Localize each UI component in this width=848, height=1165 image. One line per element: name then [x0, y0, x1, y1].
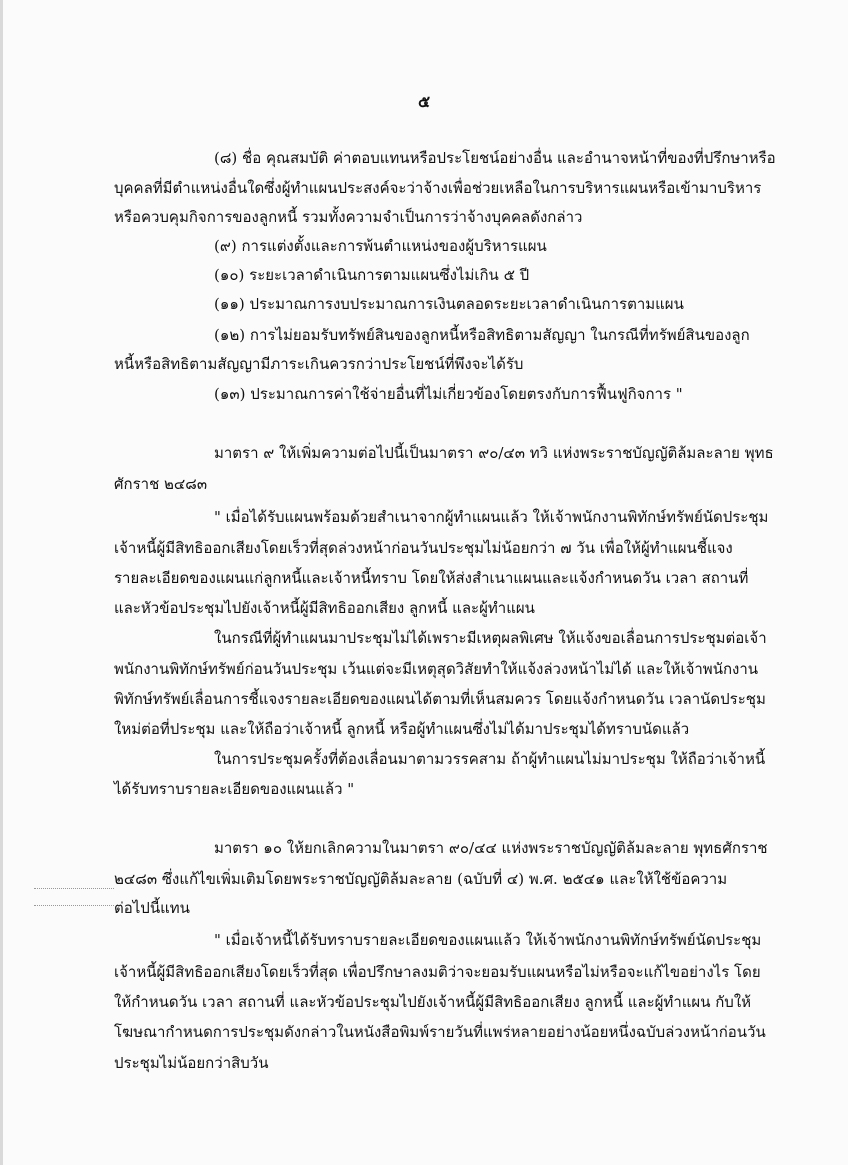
text-line: (๑๐) ระยะเวลาดำเนินการตามแผนซึ่งไม่เกิน ๕ ปี: [214, 266, 530, 284]
section-heading-10: มาตรา ๑๐ ให้ยกเลิกความในมาตรา ๙๐/๔๔ แห่งพระราชบัญญัติล้มละลาย พุทธศักราช: [214, 839, 768, 857]
section-heading-9: มาตรา ๙ ให้เพิ่มความต่อไปนี้เป็นมาตรา ๙๐/๔๓ ทวิ แห่งพระราชบัญญัติล้มละลาย พุทธ: [214, 444, 774, 462]
text-line: รายละเอียดของแผนแก่ลูกหนี้และเจ้าหนี้ทราบ โดยให้ส่งสำเนาแผนและแจ้งกำหนดวัน เวลา สถานที่: [114, 569, 749, 587]
text-line: ในกรณีที่ผู้ทำแผนมาประชุมไม่ได้เพราะมีเหตุผลพิเศษ ให้แจ้งขอเลื่อนการประชุมต่อเจ้า: [214, 629, 767, 647]
page-number: ๕: [417, 92, 431, 111]
text-line: พิทักษ์ทรัพย์เลื่อนการชี้แจงรายละเอียดของแผนได้ตามที่เห็นสมควร โดยแจ้งกำหนดวัน เวลานัดประชุม: [114, 690, 766, 708]
text-line: ใหม่ต่อที่ประชุม และให้ถือว่าเจ้าหนี้ ลูกหนี้ หรือผู้ทำแผนซึ่งไม่ได้มาประชุมได้ทราบนัดแล้ว: [114, 720, 690, 738]
text-line: ต่อไปนี้แทน: [114, 899, 190, 917]
text-line: ได้รับทราบรายละเอียดของแผนแล้ว ": [114, 780, 355, 798]
scan-edge: [0, 0, 3, 1165]
scan-dots: [34, 888, 114, 890]
text-line: (๑๑) ประมาณการงบประมาณการเงินตลอดระยะเวลาดำเนินการตามแผน: [214, 295, 684, 313]
text-line: เจ้าหนี้ผู้มีสิทธิออกเสียงโดยเร็วที่สุด เพื่อปรึกษาลงมติว่าจะยอมรับแผนหรือไม่หรือจะแก้ไขอย่างไร โดย: [114, 963, 761, 981]
text-line: (๑๓) ประมาณการค่าใช้จ่ายอื่นที่ไม่เกี่ยวข้องโดยตรงกับการฟื้นฟูกิจการ ": [214, 385, 683, 403]
text-line: และหัวข้อประชุมไปยังเจ้าหนี้ผู้มีสิทธิออกเสียง ลูกหนี้ และผู้ทำแผน: [114, 599, 535, 617]
text-line: " เมื่อได้รับแผนพร้อมด้วยสำเนาจากผู้ทำแผนแล้ว ให้เจ้าพนักงานพิทักษ์ทรัพย์นัดประชุม: [214, 508, 769, 526]
text-line: " เมื่อเจ้าหนี้ได้รับทราบรายละเอียดของแผนแล้ว ให้เจ้าพนักงานพิทักษ์ทรัพย์นัดประชุม: [214, 931, 762, 949]
text-line: หนี้หรือสิทธิตามสัญญามีภาระเกินควรกว่าประโยชน์ที่พึงจะได้รับ: [114, 355, 524, 373]
text-line: ในการประชุมครั้งที่ต้องเลื่อนมาตามวรรคสาม ถ้าผู้ทำแผนไม่มาประชุม ให้ถือว่าเจ้าหนี้: [214, 750, 766, 768]
text-line: ๒๔๘๓ ซึ่งแก้ไขเพิ่มเติมโดยพระราชบัญญัติล้มละลาย (ฉบับที่ ๔) พ.ศ. ๒๕๔๑ และให้ใช้ข้อความ: [114, 870, 728, 888]
text-line: (๘) ชื่อ คุณสมบัติ ค่าตอบแทนหรือประโยชน์อย่างอื่น และอำนาจหน้าที่ของที่ปรึกษาหรือ: [214, 149, 776, 167]
text-line: หรือควบคุมกิจการของลูกหนี้ รวมทั้งความจำเป็นการว่าจ้างบุคคลดังกล่าว: [114, 208, 583, 226]
text-line: (๙) การแต่งตั้งและการพ้นตำแหน่งของผู้บริหารแผน: [214, 237, 547, 255]
text-line: (๑๒) การไม่ยอมรับทรัพย์สินของลูกหนี้หรือสิทธิตามสัญญา ในกรณีที่ทรัพย์สินของลูก: [214, 326, 750, 344]
text-line: ประชุมไม่น้อยกว่าสิบวัน: [114, 1054, 269, 1072]
text-line: พนักงานพิทักษ์ทรัพย์ก่อนวันประชุม เว้นแต่จะมีเหตุสุดวิสัยทำให้แจ้งล่วงหน้าไม่ได้ และให้เจ้าพนักงาน: [114, 660, 759, 678]
scan-dots: [34, 905, 114, 907]
text-line: ศักราช ๒๔๘๓: [114, 475, 208, 493]
text-line: โฆษณากำหนดการประชุมดังกล่าวในหนังสือพิมพ์รายวันที่แพร่หลายอย่างน้อยหนึ่งฉบับล่วงหน้าก่อนวัน: [114, 1023, 766, 1041]
text-line: เจ้าหนี้ผู้มีสิทธิออกเสียงโดยเร็วที่สุดล่วงหน้าก่อนวันประชุมไม่น้อยกว่า ๗ วัน เพื่อให้ผู้ทำแผนชี้แจง: [114, 539, 733, 557]
text-line: บุคคลที่มีตำแหน่งอื่นใดซึ่งผู้ทำแผนประสงค์จะว่าจ้างเพื่อช่วยเหลือในการบริหารแผนหรือเข้ามาบริหาร: [114, 179, 762, 197]
text-line: ให้กำหนดวัน เวลา สถานที่ และหัวข้อประชุมไปยังเจ้าหนี้ผู้มีสิทธิออกเสียง ลูกหนี้ และผู้ทำแผน กับให้: [114, 993, 752, 1011]
